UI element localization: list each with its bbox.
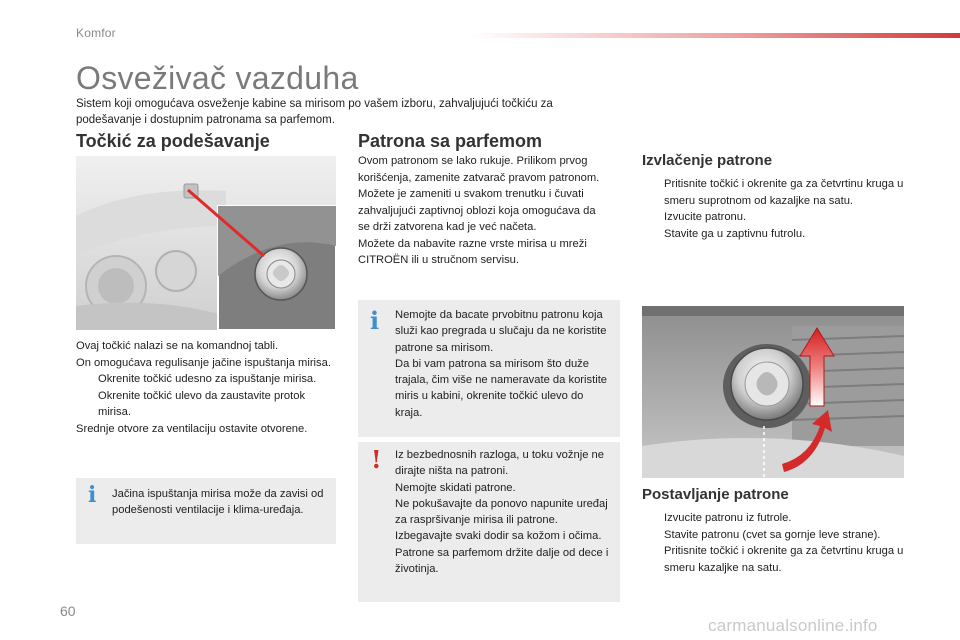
middle-body xyxy=(358,153,608,269)
warning-text: Iz bezbednosnih razloga, u toku vožnje ne dirajte ništa na patroni. Nemojte skidati patrone. Ne pokušavajte da ponovo napunite uređaj za raspršivanje mirisa ili patrone. Izbegavajte svaki dodir sa kožom i očima. Patrone sa parfemom držite dalje od dece i životinja. xyxy=(395,449,609,576)
info-text-middle: Nemojte da bacate prvobitnu patronu koja služi kao pregrada u slučaju da ne koristite patrone sa mirisom. Da bi vam patrona sa mirisom što duže trajala, čim više ne nameravate da koristite miris u kabini, okrenite točkić ulevo do kraja. xyxy=(395,309,608,419)
page-title: Osveživač vazduha xyxy=(76,60,359,96)
section-header: Komfor xyxy=(76,26,116,40)
middle-paragraph: Ovom patronom se lako rukuje. Prilikom prvog korišćenja, zamenite zatvarač pravom patronom. xyxy=(358,155,600,184)
header-accent-bar xyxy=(470,33,960,38)
middle-paragraph: Možete da nabavite razne vrste mirisa u mreži CITROËN ili u stručnom servisu. xyxy=(358,237,587,266)
heading-adjust-wheel: Točkić za podešavanje xyxy=(76,131,270,151)
cartridge-photo xyxy=(642,306,904,478)
dashboard-illustration xyxy=(76,156,336,330)
heading-remove-cartridge: Izvlačenje patrone xyxy=(642,152,773,169)
left-text-1: Ovaj točkić nalazi se na komandnoj tabli. xyxy=(76,340,279,352)
left-bullet-list xyxy=(76,371,338,421)
dashboard-photo xyxy=(76,156,336,330)
page-number: 60 xyxy=(60,603,76,619)
list-item: Izvucite patronu. xyxy=(664,211,747,223)
info-icon: i xyxy=(370,306,380,335)
info-box-left xyxy=(76,478,336,544)
left-text-3: Srednje otvore za ventilaciju ostavite otvorene. xyxy=(76,422,308,435)
list-item: Pritisnite točkić i okrenite ga za četvrtinu kruga u smeru kazaljke na satu. xyxy=(664,545,904,574)
right-list-2 xyxy=(642,510,910,576)
list-item: Stavite ga u zaptivnu futrolu. xyxy=(664,227,806,240)
list-item: Okrenite točkić udesno za ispuštanje mirisa. xyxy=(98,373,317,385)
list-item: Okrenite točkić ulevo da zaustavite protok mirisa. xyxy=(98,389,306,418)
left-body xyxy=(76,338,338,437)
left-text-2: On omogućava regulisanje jačine ispuštanja mirisa. xyxy=(76,356,331,369)
list-item: Izvucite patronu iz futrole. xyxy=(664,512,792,524)
cartridge-illustration xyxy=(642,306,904,478)
info-icon: i xyxy=(88,482,97,508)
warning-icon: ! xyxy=(371,445,382,474)
list-item: Pritisnite točkić i okrenite ga za četvrtinu kruga u smeru suprotnom od kazaljke na satu. xyxy=(664,178,904,207)
heading-cartridge: Patrona sa parfemom xyxy=(358,131,543,151)
right-list-1 xyxy=(642,176,904,242)
middle-paragraph: Možete je zameniti u svakom trenutku i čuvati zahvaljujući zaptivnoj oblozi koja omogućava da se drži zatvorena kad je već načeta. xyxy=(358,188,596,233)
intro-text: Sistem koji omogućava osveženje kabine sa mirisom po vašem izboru, zahvaljujući točkiću za podešavanje i dostupnim patronama sa parfemom. xyxy=(76,98,553,126)
watermark: carmanualsonline.info xyxy=(708,616,878,635)
info-box-middle xyxy=(358,300,620,437)
list-item: Stavite patronu (cvet sa gornje leve strane). xyxy=(664,528,881,541)
info-text-left: Jačina ispuštanja mirisa može da zavisi od podešenosti ventilacije i klima-uređaja. xyxy=(112,488,324,517)
heading-install-cartridge: Postavljanje patrone xyxy=(642,486,789,503)
warning-box xyxy=(358,442,620,602)
